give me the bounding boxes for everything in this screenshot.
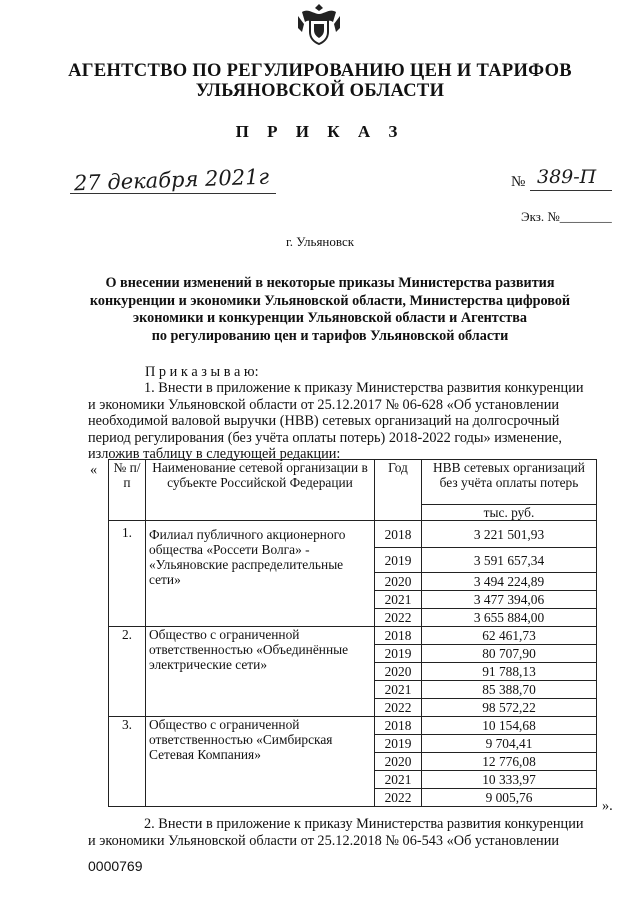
row-year: 2018 (375, 717, 422, 735)
row-value: 3 494 224,89 (422, 573, 597, 591)
p1-line: изложив таблицу в следующей редакции: (88, 446, 341, 463)
number-underline (530, 190, 612, 191)
row-year: 2020 (375, 753, 422, 771)
nvv-table (108, 459, 597, 807)
row-org-name: Общество с ограниченной ответственностью «Симбирская Сетевая Компания» (146, 717, 375, 807)
p1-line: и экономики Ульяновской области от 25.12.2017 № 06-628 «Об установлении (88, 396, 560, 413)
p1-line: необходимой валовой выручки (НВВ) сетевых организаций на долгосрочный (88, 413, 560, 430)
p2-line: и экономики Ульяновской области от 25.12.2018 № 06-543 «Об установлении (88, 832, 560, 849)
row-year: 2022 (375, 609, 422, 627)
row-year: 2022 (375, 699, 422, 717)
row-value: 80 707,90 (422, 645, 597, 663)
row-year: 2018 (375, 627, 422, 645)
row-year: 2021 (375, 681, 422, 699)
header-num: № п/п (109, 460, 146, 521)
row-year: 2018 (375, 521, 422, 548)
paragraph-1 (88, 380, 615, 463)
subject-line: экономики и конкуренции Ульяновской области и Агентства (133, 310, 527, 326)
open-quote: « (90, 462, 98, 478)
row-year: 2022 (375, 789, 422, 807)
order-title: П Р И К А З (235, 122, 405, 141)
table-header-row (109, 460, 597, 505)
row-year: 2020 (375, 573, 422, 591)
close-quote: ». (602, 798, 613, 814)
row-value: 3 477 394,06 (422, 591, 597, 609)
row-year: 2020 (375, 663, 422, 681)
table-row (109, 627, 597, 645)
p1-line: 1. Внести в приложение к приказу Министерства развития конкуренции (144, 380, 584, 396)
p2-line: 2. Внести в приложение к приказу Министерства развития конкуренции (144, 816, 584, 832)
header-year: Год (375, 460, 422, 521)
row-year: 2019 (375, 735, 422, 753)
order-date-handwritten: 27 декабря 2021г (73, 164, 270, 196)
row-org-name: Филиал публичного акционерного общества «Россети Волга» - «Ульяновские распределительные сети» (146, 521, 375, 627)
order-intro: П р и к а з ы в а ю: (145, 364, 259, 380)
row-value: 85 388,70 (422, 681, 597, 699)
row-value: 3 591 657,34 (422, 548, 597, 573)
row-value: 9 005,76 (422, 789, 597, 807)
order-number-label: № (511, 174, 526, 190)
copy-number: Экз. №________ (521, 209, 612, 224)
row-value: 3 655 884,00 (422, 609, 597, 627)
date-underline (70, 193, 276, 194)
header-name: Наименование сетевой организации в субъекте Российской Федерации (146, 460, 375, 521)
row-value: 98 572,22 (422, 699, 597, 717)
order-subject (80, 275, 580, 345)
order-number-handwritten: 389-П (537, 166, 597, 188)
subject-line: по регулированию цен и тарифов Ульяновской области (151, 327, 509, 344)
agency-name-line2: УЛЬЯНОВСКОЙ ОБЛАСТИ (195, 81, 445, 101)
row-org-name: Общество с ограниченной ответственностью «Объединённые электрические сети» (146, 627, 375, 717)
row-value: 10 154,68 (422, 717, 597, 735)
row-value: 12 776,08 (422, 753, 597, 771)
row-value: 3 221 501,93 (422, 521, 597, 548)
city: г. Ульяновск (285, 234, 355, 249)
table-row (109, 521, 597, 548)
row-num: 3. (109, 717, 146, 807)
row-value: 62 461,73 (422, 627, 597, 645)
row-num: 2. (109, 627, 146, 717)
coat-of-arms-emblem (296, 2, 342, 46)
row-value: 9 704,41 (422, 735, 597, 753)
row-value: 10 333,97 (422, 771, 597, 789)
row-year: 2021 (375, 591, 422, 609)
row-num: 1. (109, 521, 146, 627)
subject-line: О внесении изменений в некоторые приказы Министерства развития (105, 275, 555, 291)
agency-name-line1: АГЕНТСТВО ПО РЕГУЛИРОВАНИЮ ЦЕН И ТАРИФОВ (68, 61, 572, 81)
row-year: 2019 (375, 548, 422, 573)
p1-line: период регулирования (без учёта оплаты потерь) 2018-2022 годы» изменение, (88, 429, 562, 446)
table-row (109, 717, 597, 735)
row-year: 2021 (375, 771, 422, 789)
header-value: НВВ сетевых организаций без учёта оплаты потерь (422, 460, 597, 505)
paragraph-2 (88, 816, 615, 849)
header-unit: тыс. руб. (422, 505, 597, 521)
subject-line: конкуренции и экономики Ульяновской области, Министерства цифровой (89, 292, 571, 309)
row-value: 91 788,13 (422, 663, 597, 681)
document-serial-number: 0000769 (88, 858, 143, 874)
row-year: 2019 (375, 645, 422, 663)
